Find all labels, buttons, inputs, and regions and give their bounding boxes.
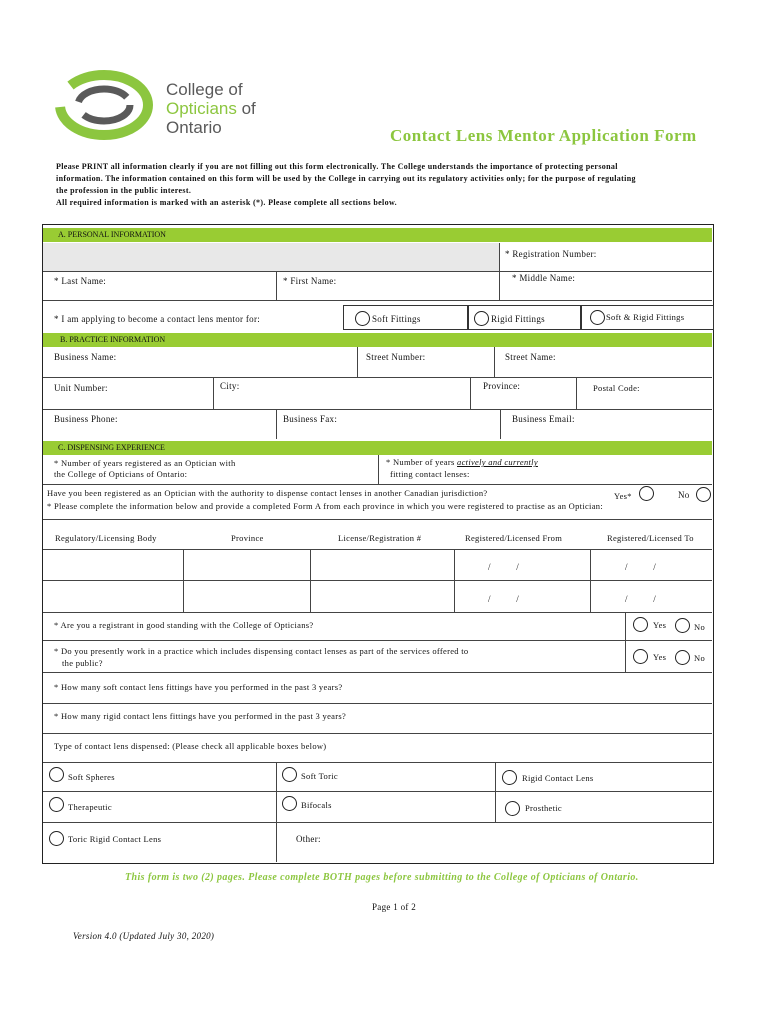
radio-button-icon[interactable] — [590, 310, 605, 325]
soft-spheres-label: Soft Spheres — [68, 772, 115, 782]
business-email-label[interactable]: Business Email: — [512, 414, 575, 424]
years-registered-label[interactable]: * Number of years registered as an Optician with the College of Opticians of Ontario: — [54, 458, 236, 479]
soft-fittings-label: Soft Fittings — [372, 314, 421, 324]
no-label: No — [678, 490, 690, 500]
province-label[interactable]: Province: — [483, 381, 521, 391]
section-b-header: B. PRACTICE INFORMATION — [43, 333, 712, 347]
table-row[interactable]: / / — [488, 562, 520, 572]
toric-rigid-label: Toric Rigid Contact Lens — [68, 834, 162, 844]
section-a-header: A. PERSONAL INFORMATION — [43, 228, 712, 242]
lens-type-question: Type of contact lens dispensed: (Please check all applicable boxes below) — [54, 741, 327, 751]
rigid-fittings-question[interactable]: * How many rigid contact lens fittings have you performed in the past 3 years? — [54, 711, 347, 721]
radio-button-icon[interactable] — [49, 767, 64, 782]
radio-button-icon[interactable] — [502, 770, 517, 785]
table-header-registered-from: Registered/Licensed From — [465, 533, 563, 543]
two-pages-note: This form is two (2) pages. Please complete BOTH pages before submitting to the College of Opticians of Ontario. — [125, 872, 639, 883]
applying-for-label: * I am applying to become a contact lens mentor for: — [54, 314, 261, 324]
grey-field-band — [43, 243, 499, 271]
business-fax-label[interactable]: Business Fax: — [283, 414, 338, 424]
radio-button-icon[interactable] — [505, 801, 520, 816]
page-title: Contact Lens Mentor Application Form — [390, 126, 697, 145]
prosthetic-label: Prosthetic — [525, 803, 562, 813]
version-info: Version 4.0 (Updated July 30, 2020) — [73, 931, 215, 941]
middle-name-label[interactable]: * Middle Name: — [512, 273, 576, 283]
first-name-label[interactable]: * First Name: — [283, 276, 337, 286]
therapeutic-label: Therapeutic — [68, 802, 112, 812]
no-label: No — [694, 653, 705, 663]
table-header-province: Province — [231, 533, 264, 543]
practice-question: * Do you presently work in a practice which includes dispensing contact lenses as part of the services offered to the public? — [54, 646, 469, 668]
radio-button-icon[interactable] — [639, 486, 654, 501]
other-field-label[interactable]: Other: — [296, 834, 321, 844]
radio-button-icon[interactable] — [49, 797, 64, 812]
soft-fittings-question[interactable]: * How many soft contact lens fittings have you performed in the past 3 years? — [54, 682, 343, 692]
unit-number-label[interactable]: Unit Number: — [54, 383, 108, 393]
yes-star-label: Yes* — [614, 491, 632, 501]
rigid-contact-label: Rigid Contact Lens — [522, 773, 594, 783]
radio-button-icon[interactable] — [282, 767, 297, 782]
other-jurisdiction-question: Have you been registered as an Optician with the authority to dispense contact lenses in another Canadian jurisdiction? — [47, 488, 488, 498]
complete-info-instruction: * Please complete the information below and provide a completed Form A from each province in which you were registered to practise as an Optician: — [47, 501, 604, 511]
radio-button-icon[interactable] — [633, 649, 648, 664]
years-active-label[interactable]: * Number of years actively and currently fitting contact lenses: — [386, 457, 538, 479]
table-header-license-number: License/Registration # — [338, 533, 422, 543]
college-logo-text: College of Opticians of Ontario — [166, 80, 256, 137]
soft-rigid-fittings-label: Soft & Rigid Fittings — [606, 312, 685, 322]
street-number-label[interactable]: Street Number: — [366, 352, 426, 362]
radio-button-icon[interactable] — [675, 650, 690, 665]
postal-code-label[interactable]: Postal Code: — [593, 383, 640, 393]
college-logo-icon — [54, 70, 154, 140]
table-row[interactable]: / / — [625, 594, 657, 604]
city-label[interactable]: City: — [220, 381, 240, 391]
radio-button-icon[interactable] — [633, 617, 648, 632]
last-name-label[interactable]: * Last Name: — [54, 276, 107, 286]
yes-label: Yes — [653, 620, 667, 630]
radio-button-icon[interactable] — [696, 487, 711, 502]
radio-button-icon[interactable] — [675, 618, 690, 633]
table-header-registered-to: Registered/Licensed To — [607, 533, 694, 543]
soft-toric-label: Soft Toric — [301, 771, 338, 781]
table-header-regulatory-body: Regulatory/Licensing Body — [55, 533, 157, 543]
college-logo — [54, 70, 154, 140]
section-c-header: C. DISPENSING EXPERIENCE — [43, 441, 712, 455]
business-name-label[interactable]: Business Name: — [54, 352, 117, 362]
radio-button-icon[interactable] — [355, 311, 370, 326]
bifocals-label: Bifocals — [301, 800, 332, 810]
table-row[interactable]: / / — [625, 562, 657, 572]
rigid-fittings-label: Rigid Fittings — [491, 314, 545, 324]
intro-text: Please PRINT all information clearly if you are not filling out this form electronically. The College understands the importance of protecting personal information. The information contained on this form will be used by the College in carrying out its regulatory activities only; for the purpose of regulating the profession in the public interest. All required information is marked with an asterisk (*). Please complete all sections below. — [56, 162, 636, 207]
table-row[interactable]: / / — [488, 594, 520, 604]
no-label: No — [694, 622, 705, 632]
radio-button-icon[interactable] — [474, 311, 489, 326]
good-standing-question: * Are you a registrant in good standing with the College of Opticians? — [54, 620, 314, 630]
radio-button-icon[interactable] — [282, 796, 297, 811]
page-number: Page 1 of 2 — [372, 902, 417, 912]
radio-button-icon[interactable] — [49, 831, 64, 846]
yes-label: Yes — [653, 652, 667, 662]
street-name-label[interactable]: Street Name: — [505, 352, 556, 362]
registration-number-label[interactable]: * Registration Number: — [505, 249, 597, 259]
business-phone-label[interactable]: Business Phone: — [54, 414, 118, 424]
